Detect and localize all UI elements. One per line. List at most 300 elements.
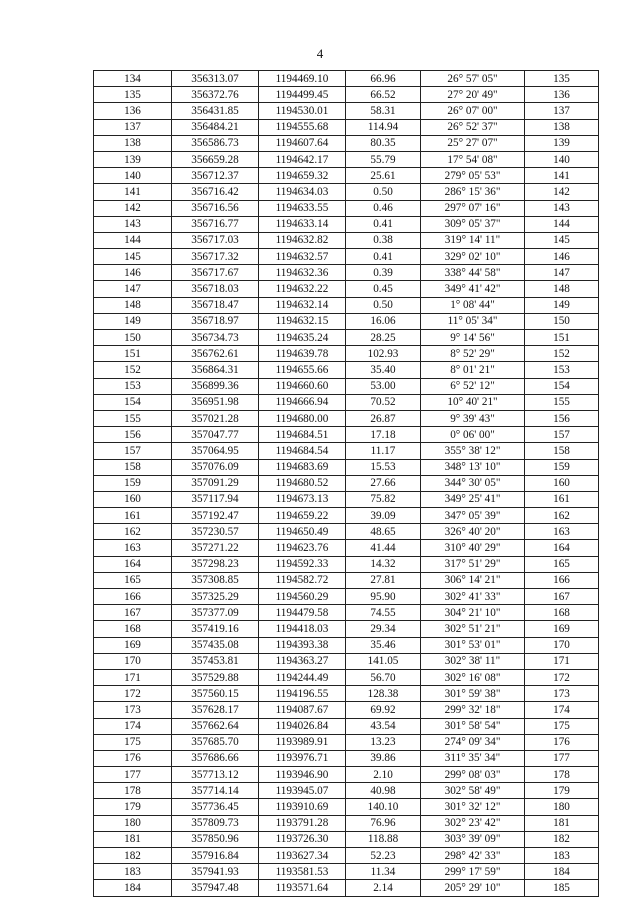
bearing-cell: 338° 44' 58" xyxy=(421,265,525,281)
y-coordinate-cell: 1194642.17 xyxy=(259,151,346,167)
distance-cell: 0.38 xyxy=(346,232,421,248)
y-coordinate-cell: 1194026.84 xyxy=(259,718,346,734)
table-row xyxy=(94,799,599,815)
next-point-cell: 181 xyxy=(525,815,599,831)
bearing-cell: 306° 14' 21" xyxy=(421,572,525,588)
x-coordinate-cell: 356717.32 xyxy=(172,249,259,265)
distance-cell: 14.32 xyxy=(346,556,421,572)
x-coordinate-cell: 356431.85 xyxy=(172,103,259,119)
distance-cell: 0.50 xyxy=(346,297,421,313)
table-row xyxy=(94,265,599,281)
y-coordinate-cell: 1194655.66 xyxy=(259,362,346,378)
table-row xyxy=(94,410,599,426)
point-number-cell: 136 xyxy=(94,103,172,119)
table-row xyxy=(94,750,599,766)
point-number-cell: 145 xyxy=(94,249,172,265)
x-coordinate-cell: 357271.22 xyxy=(172,540,259,556)
distance-cell: 26.87 xyxy=(346,410,421,426)
table-row xyxy=(94,589,599,605)
point-number-cell: 134 xyxy=(94,71,172,87)
x-coordinate-cell: 357064.95 xyxy=(172,443,259,459)
x-coordinate-cell: 357377.09 xyxy=(172,605,259,621)
point-number-cell: 148 xyxy=(94,297,172,313)
bearing-cell: 299° 08' 03" xyxy=(421,767,525,783)
next-point-cell: 177 xyxy=(525,750,599,766)
table-row xyxy=(94,232,599,248)
y-coordinate-cell: 1194469.10 xyxy=(259,71,346,87)
point-number-cell: 169 xyxy=(94,637,172,653)
point-number-cell: 175 xyxy=(94,734,172,750)
bearing-cell: 302° 16' 08" xyxy=(421,669,525,685)
table-row xyxy=(94,184,599,200)
table-row xyxy=(94,346,599,362)
y-coordinate-cell: 1194684.51 xyxy=(259,427,346,443)
distance-cell: 0.50 xyxy=(346,184,421,200)
x-coordinate-cell: 357736.45 xyxy=(172,799,259,815)
x-coordinate-cell: 356717.03 xyxy=(172,232,259,248)
bearing-cell: 311° 35' 34" xyxy=(421,750,525,766)
y-coordinate-cell: 1194639.78 xyxy=(259,346,346,362)
y-coordinate-cell: 1194633.55 xyxy=(259,200,346,216)
point-number-cell: 167 xyxy=(94,605,172,621)
table-row xyxy=(94,297,599,313)
distance-cell: 55.79 xyxy=(346,151,421,167)
distance-cell: 56.70 xyxy=(346,669,421,685)
x-coordinate-cell: 357308.85 xyxy=(172,572,259,588)
bearing-cell: 9° 39' 43" xyxy=(421,410,525,426)
point-number-cell: 168 xyxy=(94,621,172,637)
x-coordinate-cell: 357091.29 xyxy=(172,475,259,491)
x-coordinate-cell: 357809.73 xyxy=(172,815,259,831)
bearing-cell: 8° 52' 29" xyxy=(421,346,525,362)
table-row xyxy=(94,653,599,669)
next-point-cell: 166 xyxy=(525,572,599,588)
distance-cell: 118.88 xyxy=(346,831,421,847)
next-point-cell: 171 xyxy=(525,653,599,669)
x-coordinate-cell: 357435.08 xyxy=(172,637,259,653)
table-row xyxy=(94,459,599,475)
distance-cell: 102.93 xyxy=(346,346,421,362)
y-coordinate-cell: 1194196.55 xyxy=(259,686,346,702)
table-row xyxy=(94,394,599,410)
distance-cell: 25.61 xyxy=(346,168,421,184)
next-point-cell: 183 xyxy=(525,848,599,864)
next-point-cell: 141 xyxy=(525,168,599,184)
y-coordinate-cell: 1194660.60 xyxy=(259,378,346,394)
distance-cell: 0.46 xyxy=(346,200,421,216)
y-coordinate-cell: 1194683.69 xyxy=(259,459,346,475)
x-coordinate-cell: 356313.07 xyxy=(172,71,259,87)
table-row xyxy=(94,669,599,685)
bearing-cell: 26° 52' 37" xyxy=(421,119,525,135)
y-coordinate-cell: 1194659.32 xyxy=(259,168,346,184)
table-row xyxy=(94,540,599,556)
distance-cell: 52.23 xyxy=(346,848,421,864)
point-number-cell: 150 xyxy=(94,330,172,346)
distance-cell: 70.52 xyxy=(346,394,421,410)
x-coordinate-cell: 357230.57 xyxy=(172,524,259,540)
x-coordinate-cell: 356716.56 xyxy=(172,200,259,216)
table-row xyxy=(94,151,599,167)
distance-cell: 0.45 xyxy=(346,281,421,297)
point-number-cell: 176 xyxy=(94,750,172,766)
distance-cell: 128.38 xyxy=(346,686,421,702)
bearing-cell: 349° 25' 41" xyxy=(421,491,525,507)
point-number-cell: 142 xyxy=(94,200,172,216)
distance-cell: 17.18 xyxy=(346,427,421,443)
distance-cell: 76.96 xyxy=(346,815,421,831)
x-coordinate-cell: 357021.28 xyxy=(172,410,259,426)
y-coordinate-cell: 1194632.22 xyxy=(259,281,346,297)
bearing-cell: 319° 14' 11" xyxy=(421,232,525,248)
bearing-cell: 6° 52' 12" xyxy=(421,378,525,394)
table-row xyxy=(94,427,599,443)
next-point-cell: 145 xyxy=(525,232,599,248)
table-row xyxy=(94,718,599,734)
y-coordinate-cell: 1194582.72 xyxy=(259,572,346,588)
distance-cell: 0.41 xyxy=(346,216,421,232)
next-point-cell: 154 xyxy=(525,378,599,394)
y-coordinate-cell: 1193945.07 xyxy=(259,783,346,799)
table-row xyxy=(94,702,599,718)
bearing-cell: 344° 30' 05" xyxy=(421,475,525,491)
point-number-cell: 144 xyxy=(94,232,172,248)
y-coordinate-cell: 1194418.03 xyxy=(259,621,346,637)
next-point-cell: 168 xyxy=(525,605,599,621)
next-point-cell: 170 xyxy=(525,637,599,653)
y-coordinate-cell: 1194684.54 xyxy=(259,443,346,459)
y-coordinate-cell: 1194555.68 xyxy=(259,119,346,135)
bearing-cell: 317° 51' 29" xyxy=(421,556,525,572)
distance-cell: 15.53 xyxy=(346,459,421,475)
table-row xyxy=(94,443,599,459)
y-coordinate-cell: 1194633.14 xyxy=(259,216,346,232)
y-coordinate-cell: 1193910.69 xyxy=(259,799,346,815)
distance-cell: 53.00 xyxy=(346,378,421,394)
x-coordinate-cell: 357662.64 xyxy=(172,718,259,734)
point-number-cell: 151 xyxy=(94,346,172,362)
distance-cell: 80.35 xyxy=(346,135,421,151)
next-point-cell: 157 xyxy=(525,427,599,443)
distance-cell: 48.65 xyxy=(346,524,421,540)
point-number-cell: 157 xyxy=(94,443,172,459)
next-point-cell: 159 xyxy=(525,459,599,475)
bearing-cell: 299° 17' 59" xyxy=(421,864,525,880)
point-number-cell: 184 xyxy=(94,880,172,896)
point-number-cell: 139 xyxy=(94,151,172,167)
next-point-cell: 137 xyxy=(525,103,599,119)
x-coordinate-cell: 356762.61 xyxy=(172,346,259,362)
distance-cell: 41.44 xyxy=(346,540,421,556)
x-coordinate-cell: 356659.28 xyxy=(172,151,259,167)
distance-cell: 58.31 xyxy=(346,103,421,119)
y-coordinate-cell: 1193627.34 xyxy=(259,848,346,864)
next-point-cell: 161 xyxy=(525,491,599,507)
coordinates-table-body xyxy=(94,71,599,897)
point-number-cell: 165 xyxy=(94,572,172,588)
table-row xyxy=(94,815,599,831)
point-number-cell: 146 xyxy=(94,265,172,281)
x-coordinate-cell: 357453.81 xyxy=(172,653,259,669)
bearing-cell: 26° 57' 05" xyxy=(421,71,525,87)
next-point-cell: 169 xyxy=(525,621,599,637)
next-point-cell: 158 xyxy=(525,443,599,459)
distance-cell: 114.94 xyxy=(346,119,421,135)
x-coordinate-cell: 357685.70 xyxy=(172,734,259,750)
distance-cell: 2.14 xyxy=(346,880,421,896)
table-row xyxy=(94,605,599,621)
next-point-cell: 184 xyxy=(525,864,599,880)
next-point-cell: 176 xyxy=(525,734,599,750)
bearing-cell: 349° 41' 42" xyxy=(421,281,525,297)
y-coordinate-cell: 1194650.49 xyxy=(259,524,346,540)
x-coordinate-cell: 357117.94 xyxy=(172,491,259,507)
next-point-cell: 148 xyxy=(525,281,599,297)
bearing-cell: 301° 59' 38" xyxy=(421,686,525,702)
x-coordinate-cell: 356864.31 xyxy=(172,362,259,378)
next-point-cell: 163 xyxy=(525,524,599,540)
point-number-cell: 162 xyxy=(94,524,172,540)
next-point-cell: 160 xyxy=(525,475,599,491)
table-row xyxy=(94,621,599,637)
x-coordinate-cell: 357325.29 xyxy=(172,589,259,605)
table-row xyxy=(94,362,599,378)
y-coordinate-cell: 1194393.38 xyxy=(259,637,346,653)
x-coordinate-cell: 356586.73 xyxy=(172,135,259,151)
table-row xyxy=(94,831,599,847)
x-coordinate-cell: 356951.98 xyxy=(172,394,259,410)
bearing-cell: 301° 58' 54" xyxy=(421,718,525,734)
x-coordinate-cell: 357850.96 xyxy=(172,831,259,847)
y-coordinate-cell: 1194666.94 xyxy=(259,394,346,410)
x-coordinate-cell: 357298.23 xyxy=(172,556,259,572)
next-point-cell: 156 xyxy=(525,410,599,426)
next-point-cell: 142 xyxy=(525,184,599,200)
x-coordinate-cell: 357941.93 xyxy=(172,864,259,880)
bearing-cell: 302° 51' 21" xyxy=(421,621,525,637)
y-coordinate-cell: 1194632.82 xyxy=(259,232,346,248)
next-point-cell: 153 xyxy=(525,362,599,378)
table-row xyxy=(94,556,599,572)
point-number-cell: 147 xyxy=(94,281,172,297)
bearing-cell: 299° 32' 18" xyxy=(421,702,525,718)
next-point-cell: 164 xyxy=(525,540,599,556)
table-row xyxy=(94,767,599,783)
point-number-cell: 149 xyxy=(94,313,172,329)
next-point-cell: 144 xyxy=(525,216,599,232)
y-coordinate-cell: 1194607.64 xyxy=(259,135,346,151)
y-coordinate-cell: 1194244.49 xyxy=(259,669,346,685)
distance-cell: 0.39 xyxy=(346,265,421,281)
bearing-cell: 0° 06' 00" xyxy=(421,427,525,443)
distance-cell: 27.66 xyxy=(346,475,421,491)
next-point-cell: 152 xyxy=(525,346,599,362)
point-number-cell: 181 xyxy=(94,831,172,847)
y-coordinate-cell: 1194560.29 xyxy=(259,589,346,605)
table-row xyxy=(94,783,599,799)
next-point-cell: 140 xyxy=(525,151,599,167)
next-point-cell: 143 xyxy=(525,200,599,216)
y-coordinate-cell: 1193946.90 xyxy=(259,767,346,783)
point-number-cell: 159 xyxy=(94,475,172,491)
point-number-cell: 155 xyxy=(94,410,172,426)
table-row xyxy=(94,103,599,119)
bearing-cell: 25° 27' 07" xyxy=(421,135,525,151)
table-row xyxy=(94,508,599,524)
x-coordinate-cell: 356899.36 xyxy=(172,378,259,394)
bearing-cell: 302° 23' 42" xyxy=(421,815,525,831)
x-coordinate-cell: 356484.21 xyxy=(172,119,259,135)
distance-cell: 95.90 xyxy=(346,589,421,605)
y-coordinate-cell: 1194499.45 xyxy=(259,87,346,103)
next-point-cell: 167 xyxy=(525,589,599,605)
bearing-cell: 303° 39' 09" xyxy=(421,831,525,847)
distance-cell: 35.46 xyxy=(346,637,421,653)
next-point-cell: 155 xyxy=(525,394,599,410)
y-coordinate-cell: 1194363.27 xyxy=(259,653,346,669)
bearing-cell: 304° 21' 10" xyxy=(421,605,525,621)
table-row xyxy=(94,734,599,750)
next-point-cell: 165 xyxy=(525,556,599,572)
bearing-cell: 8° 01' 21" xyxy=(421,362,525,378)
distance-cell: 13.23 xyxy=(346,734,421,750)
y-coordinate-cell: 1194592.33 xyxy=(259,556,346,572)
distance-cell: 74.55 xyxy=(346,605,421,621)
distance-cell: 66.52 xyxy=(346,87,421,103)
bearing-cell: 301° 53' 01" xyxy=(421,637,525,653)
table-row xyxy=(94,475,599,491)
y-coordinate-cell: 1194632.36 xyxy=(259,265,346,281)
bearing-cell: 310° 40' 29" xyxy=(421,540,525,556)
x-coordinate-cell: 357947.48 xyxy=(172,880,259,896)
x-coordinate-cell: 356372.76 xyxy=(172,87,259,103)
distance-cell: 2.10 xyxy=(346,767,421,783)
table-row xyxy=(94,87,599,103)
x-coordinate-cell: 357628.17 xyxy=(172,702,259,718)
y-coordinate-cell: 1194634.03 xyxy=(259,184,346,200)
table-row xyxy=(94,378,599,394)
point-number-cell: 164 xyxy=(94,556,172,572)
distance-cell: 40.98 xyxy=(346,783,421,799)
y-coordinate-cell: 1193976.71 xyxy=(259,750,346,766)
point-number-cell: 174 xyxy=(94,718,172,734)
table-row xyxy=(94,216,599,232)
bearing-cell: 355° 38' 12" xyxy=(421,443,525,459)
distance-cell: 0.41 xyxy=(346,249,421,265)
table-row xyxy=(94,119,599,135)
next-point-cell: 175 xyxy=(525,718,599,734)
bearing-cell: 27° 20' 49" xyxy=(421,87,525,103)
point-number-cell: 170 xyxy=(94,653,172,669)
bearing-cell: 11° 05' 34" xyxy=(421,313,525,329)
x-coordinate-cell: 357076.09 xyxy=(172,459,259,475)
bearing-cell: 301° 32' 12" xyxy=(421,799,525,815)
bearing-cell: 298° 42' 33" xyxy=(421,848,525,864)
table-row xyxy=(94,330,599,346)
point-number-cell: 135 xyxy=(94,87,172,103)
distance-cell: 66.96 xyxy=(346,71,421,87)
next-point-cell: 139 xyxy=(525,135,599,151)
point-number-cell: 137 xyxy=(94,119,172,135)
point-number-cell: 152 xyxy=(94,362,172,378)
next-point-cell: 146 xyxy=(525,249,599,265)
table-row xyxy=(94,200,599,216)
next-point-cell: 149 xyxy=(525,297,599,313)
y-coordinate-cell: 1193571.64 xyxy=(259,880,346,896)
next-point-cell: 162 xyxy=(525,508,599,524)
point-number-cell: 173 xyxy=(94,702,172,718)
y-coordinate-cell: 1194635.24 xyxy=(259,330,346,346)
point-number-cell: 163 xyxy=(94,540,172,556)
y-coordinate-cell: 1194530.01 xyxy=(259,103,346,119)
bearing-cell: 329° 02' 10" xyxy=(421,249,525,265)
x-coordinate-cell: 357714.14 xyxy=(172,783,259,799)
point-number-cell: 160 xyxy=(94,491,172,507)
x-coordinate-cell: 357419.16 xyxy=(172,621,259,637)
point-number-cell: 172 xyxy=(94,686,172,702)
distance-cell: 39.86 xyxy=(346,750,421,766)
table-row xyxy=(94,848,599,864)
next-point-cell: 172 xyxy=(525,669,599,685)
bearing-cell: 347° 05' 39" xyxy=(421,508,525,524)
bearing-cell: 274° 09' 34" xyxy=(421,734,525,750)
y-coordinate-cell: 1194087.67 xyxy=(259,702,346,718)
next-point-cell: 178 xyxy=(525,767,599,783)
table-row xyxy=(94,249,599,265)
next-point-cell: 150 xyxy=(525,313,599,329)
table-row xyxy=(94,71,599,87)
table-row xyxy=(94,880,599,896)
x-coordinate-cell: 356716.42 xyxy=(172,184,259,200)
y-coordinate-cell: 1194673.13 xyxy=(259,491,346,507)
x-coordinate-cell: 357192.47 xyxy=(172,508,259,524)
table-row xyxy=(94,524,599,540)
bearing-cell: 17° 54' 08" xyxy=(421,151,525,167)
point-number-cell: 179 xyxy=(94,799,172,815)
next-point-cell: 182 xyxy=(525,831,599,847)
table-row xyxy=(94,864,599,880)
next-point-cell: 151 xyxy=(525,330,599,346)
bearing-cell: 309° 05' 37" xyxy=(421,216,525,232)
next-point-cell: 180 xyxy=(525,799,599,815)
point-number-cell: 183 xyxy=(94,864,172,880)
bearing-cell: 1° 08' 44" xyxy=(421,297,525,313)
point-number-cell: 177 xyxy=(94,767,172,783)
bearing-cell: 205° 29' 10" xyxy=(421,880,525,896)
x-coordinate-cell: 357686.66 xyxy=(172,750,259,766)
point-number-cell: 182 xyxy=(94,848,172,864)
distance-cell: 27.81 xyxy=(346,572,421,588)
bearing-cell: 9° 14' 56" xyxy=(421,330,525,346)
table-row xyxy=(94,572,599,588)
distance-cell: 28.25 xyxy=(346,330,421,346)
point-number-cell: 154 xyxy=(94,394,172,410)
distance-cell: 29.34 xyxy=(346,621,421,637)
x-coordinate-cell: 357916.84 xyxy=(172,848,259,864)
y-coordinate-cell: 1194632.57 xyxy=(259,249,346,265)
distance-cell: 75.82 xyxy=(346,491,421,507)
next-point-cell: 138 xyxy=(525,119,599,135)
point-number-cell: 156 xyxy=(94,427,172,443)
distance-cell: 69.92 xyxy=(346,702,421,718)
table-row xyxy=(94,135,599,151)
bearing-cell: 302° 41' 33" xyxy=(421,589,525,605)
table-row xyxy=(94,313,599,329)
y-coordinate-cell: 1194479.58 xyxy=(259,605,346,621)
point-number-cell: 178 xyxy=(94,783,172,799)
next-point-cell: 179 xyxy=(525,783,599,799)
point-number-cell: 180 xyxy=(94,815,172,831)
